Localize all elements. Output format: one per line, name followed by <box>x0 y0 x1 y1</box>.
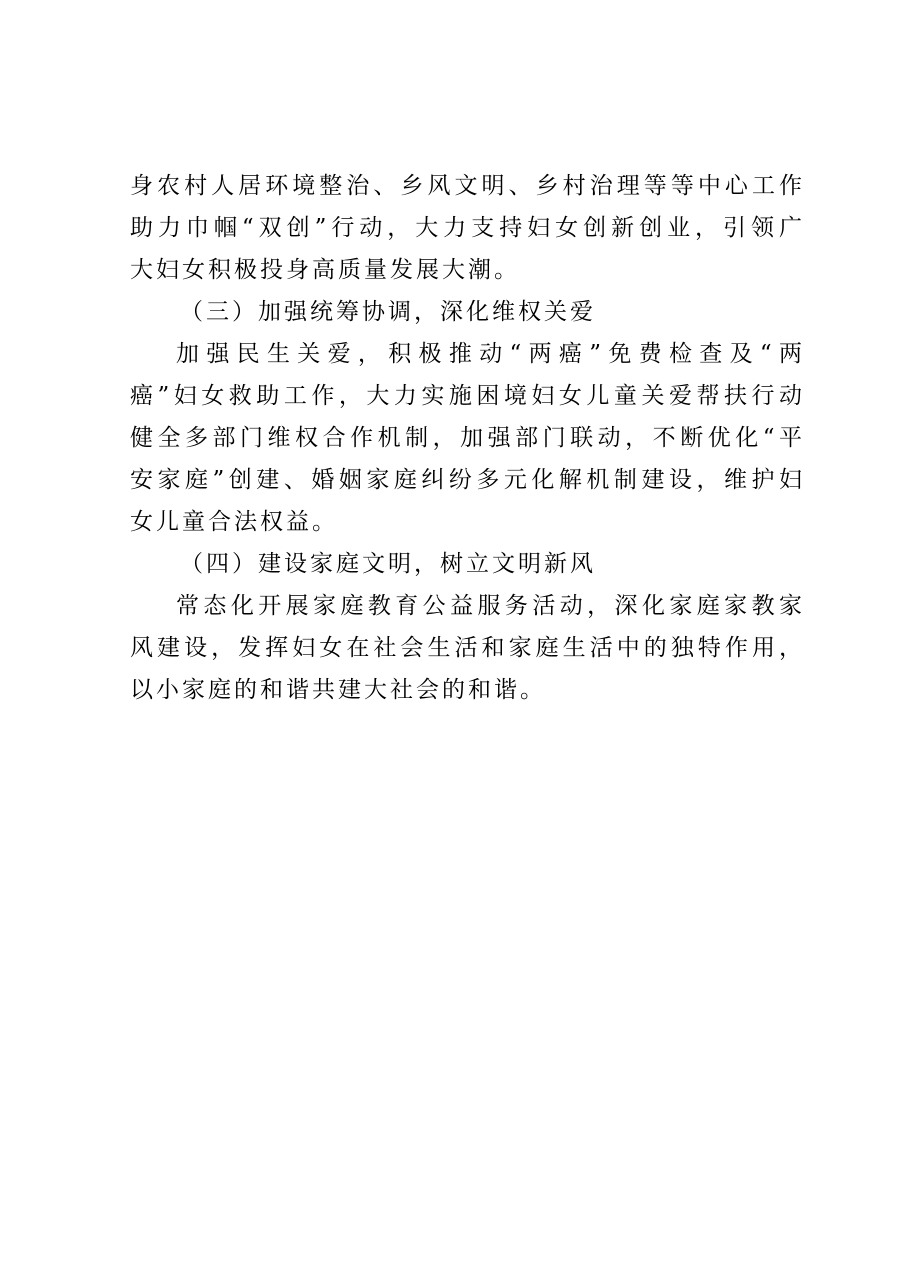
paragraph-line: 大妇女积极投身高质量发展大潮。 <box>130 257 520 283</box>
paragraph-line: 以小家庭的和谐共建大社会的和谐。 <box>130 677 546 703</box>
section-heading-4: （四）建设家庭文明，树立文明新风 <box>180 551 596 577</box>
document-body <box>130 165 802 711</box>
paragraph-line: 女儿童合法权益。 <box>130 509 338 535</box>
paragraph-line: 癌”妇女救助工作，大力实施困境妇女儿童关爱帮扶行动 <box>130 383 802 409</box>
paragraph-line: 加强民生关爱，积极推动“两癌”免费检查及“两 <box>176 341 802 367</box>
paragraph-rights-care <box>130 333 802 543</box>
paragraph-line: 安家庭”创建、婚姻家庭纠纷多元化解机制建设，维护妇 <box>130 467 802 493</box>
paragraph-line: 助力巾帼“双创”行动，大力支持妇女创新创业，引领广 <box>130 215 802 241</box>
paragraph-line: 身农村人居环境整治、乡风文明、乡村治理等等中心工作 <box>130 173 802 199</box>
paragraph-family-civility <box>130 585 802 711</box>
paragraph-work-focus <box>130 165 802 291</box>
paragraph-line: 健全多部门维权合作机制，加强部门联动，不断优化“平 <box>130 425 802 451</box>
section-heading-3: （三）加强统筹协调，深化维权关爱 <box>180 299 596 325</box>
paragraph-line: 常态化开展家庭教育公益服务活动，深化家庭家教家 <box>176 593 802 619</box>
paragraph-line: 风建设，发挥妇女在社会生活和家庭生活中的独特作用， <box>130 635 802 661</box>
